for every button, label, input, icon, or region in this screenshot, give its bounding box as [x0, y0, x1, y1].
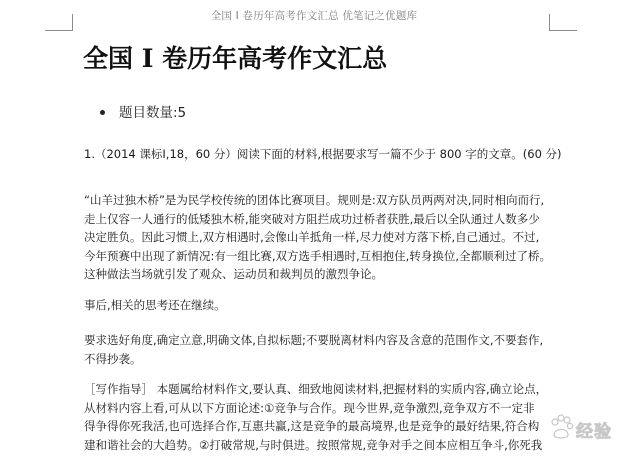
bullet-icon [100, 110, 105, 115]
after-paragraph [84, 296, 562, 315]
crop-mark-right-horizontal [549, 30, 577, 31]
material-paragraph [84, 191, 562, 284]
material-line: 走上仅容一人通行的低矮独木桥,能突破对方阻拦成功过桥者获胜,最后以全队通过人数多少 [84, 211, 540, 226]
writing-guide-paragraph [84, 380, 562, 454]
requirement-line: 不得抄袭。 [84, 351, 142, 366]
question-1-intro-line: 1.（2014 课标Ⅰ,18，60 分）阅读下面的材料,根据要求写一篇不少于 800 字的文章。(60 分) [84, 147, 562, 161]
crop-mark-left-vertical [72, 14, 73, 31]
guide-line: 得争得你死我活,也可选择合作,互惠共赢,这是竞争的最高境界,也是竞争的最好结果,符合构 [84, 419, 540, 433]
guide-line: 建和谐社会的大趋势。②打破常规,与时俱进。按照常规,竞争对手之间本应相互争斗,你死我 [84, 437, 543, 452]
material-line: 今年预赛中出现了新情况:有一组比赛,双方选手相遇时,互相抱住,转身换位,全都顺利过了桥。 [84, 248, 551, 263]
crop-mark-left-horizontal [45, 30, 73, 31]
crop-mark-right-vertical [549, 14, 550, 31]
page-header: 全国 I 卷历年高考作文汇总 优笔记之优题库 [210, 10, 418, 22]
question-count-item [100, 101, 186, 121]
baidu-paw-icon [548, 413, 576, 441]
after-line: 事后,相关的思考还在继续。 [84, 298, 226, 312]
question-count-label: 题目数量:5 [119, 105, 187, 121]
guide-line: ［写作指导］ 本题属给材料作文,要认真、细致地阅读材料,把握材料的实质内容,确立论点， [84, 382, 548, 396]
material-line: “山羊过独木桥”是为民学校传统的团体比赛项目。规则是:双方队员两两对决,同时相向而行, [84, 193, 545, 207]
watermark-text: 经验 [576, 422, 612, 442]
requirement-line: 要求选好角度,确定立意,明确文体,自拟标题;不要脱离材料内容及含意的范围作文,不要套作, [84, 333, 544, 347]
material-line: 这种做法当场就引发了观众、运动员和裁判员的激烈争论。 [84, 267, 383, 281]
requirement-paragraph [84, 331, 562, 368]
guide-line: 从材料内容上看,可从以下方面论述:①竞争与合作。现今世界,竞争激烈,竞争双方不一定非 [84, 400, 535, 415]
watermark [548, 413, 622, 443]
question-1-intro [84, 145, 562, 164]
material-line: 决定胜负。因此习惯上,双方相遇时,会像山羊抵角一样,尽力使对方落下桥,自己通过。不过, [84, 230, 540, 244]
document-title: 全国 I 卷历年高考作文汇总 [83, 44, 388, 73]
